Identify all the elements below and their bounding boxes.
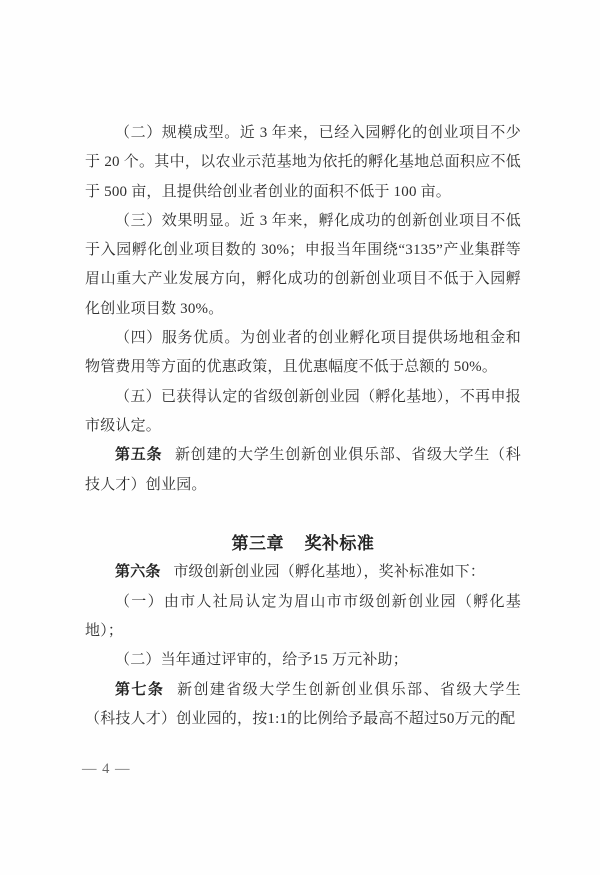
clause-3-effect-paragraph: （三）效果明显。近 3 年来，孵化成功的创新创业项目不低于入园孵化创业项目数的 30%；申报当年围绕“3135”产业集群等眉山重大产业发展方向，孵化成功的创新创业项目不低于入园孵化创业项目数 30%。 <box>85 212 521 317</box>
article-7-number: 第七条 <box>115 681 165 698</box>
document-body <box>85 119 521 734</box>
clause-4-service-paragraph: （四）服务优质。为创业者的创业孵化项目提供场地租金和物管费用等方面的优惠政策，且优惠幅度不低于总额的 50%。 <box>85 330 521 376</box>
article-6-item-2-paragraph: （二）当年通过评审的，给予15 万元补助； <box>115 652 408 669</box>
chapter-3-title: 奖补标准 <box>304 534 375 554</box>
article-6-text: 市级创新创业园（孵化基地），奖补标准如下： <box>173 564 486 581</box>
clause-5-provincial-paragraph: （五）已获得认定的省级创新创业园（孵化基地），不再申报市级认定。 <box>85 388 521 434</box>
article-5-paragraph <box>85 441 521 500</box>
article-7-paragraph <box>85 676 521 735</box>
article-5-number: 第五条 <box>115 447 163 464</box>
article-6-number: 第六条 <box>115 564 161 581</box>
article-5-text: 新创建的大学生创新创业俱乐部、省级大学生（科技人才）创业园。 <box>85 447 521 493</box>
chapter-3-number: 第三章 <box>231 534 285 554</box>
page-number: — 4 — <box>82 761 131 777</box>
article-7-text: 新创建省级大学生创新创业俱乐部、省级大学生（科技人才）创业园的，按1:1的比例给予最高不超过50万元的配 <box>85 681 521 727</box>
chapter-3-heading <box>85 529 521 558</box>
article-6-item-1-paragraph: （一）由市人社局认定为眉山市市级创新创业园（孵化基地）； <box>85 593 521 640</box>
clause-2-scale-paragraph: （二）规模成型。近 3 年来，已经入园孵化的创业项目不少于 20 个。其中，以农业示范基地为依托的孵化基地总面积应不低于 500 亩，且提供给创业者创业的面积不低于 100 亩。 <box>85 125 521 200</box>
article-6-paragraph <box>85 558 521 587</box>
